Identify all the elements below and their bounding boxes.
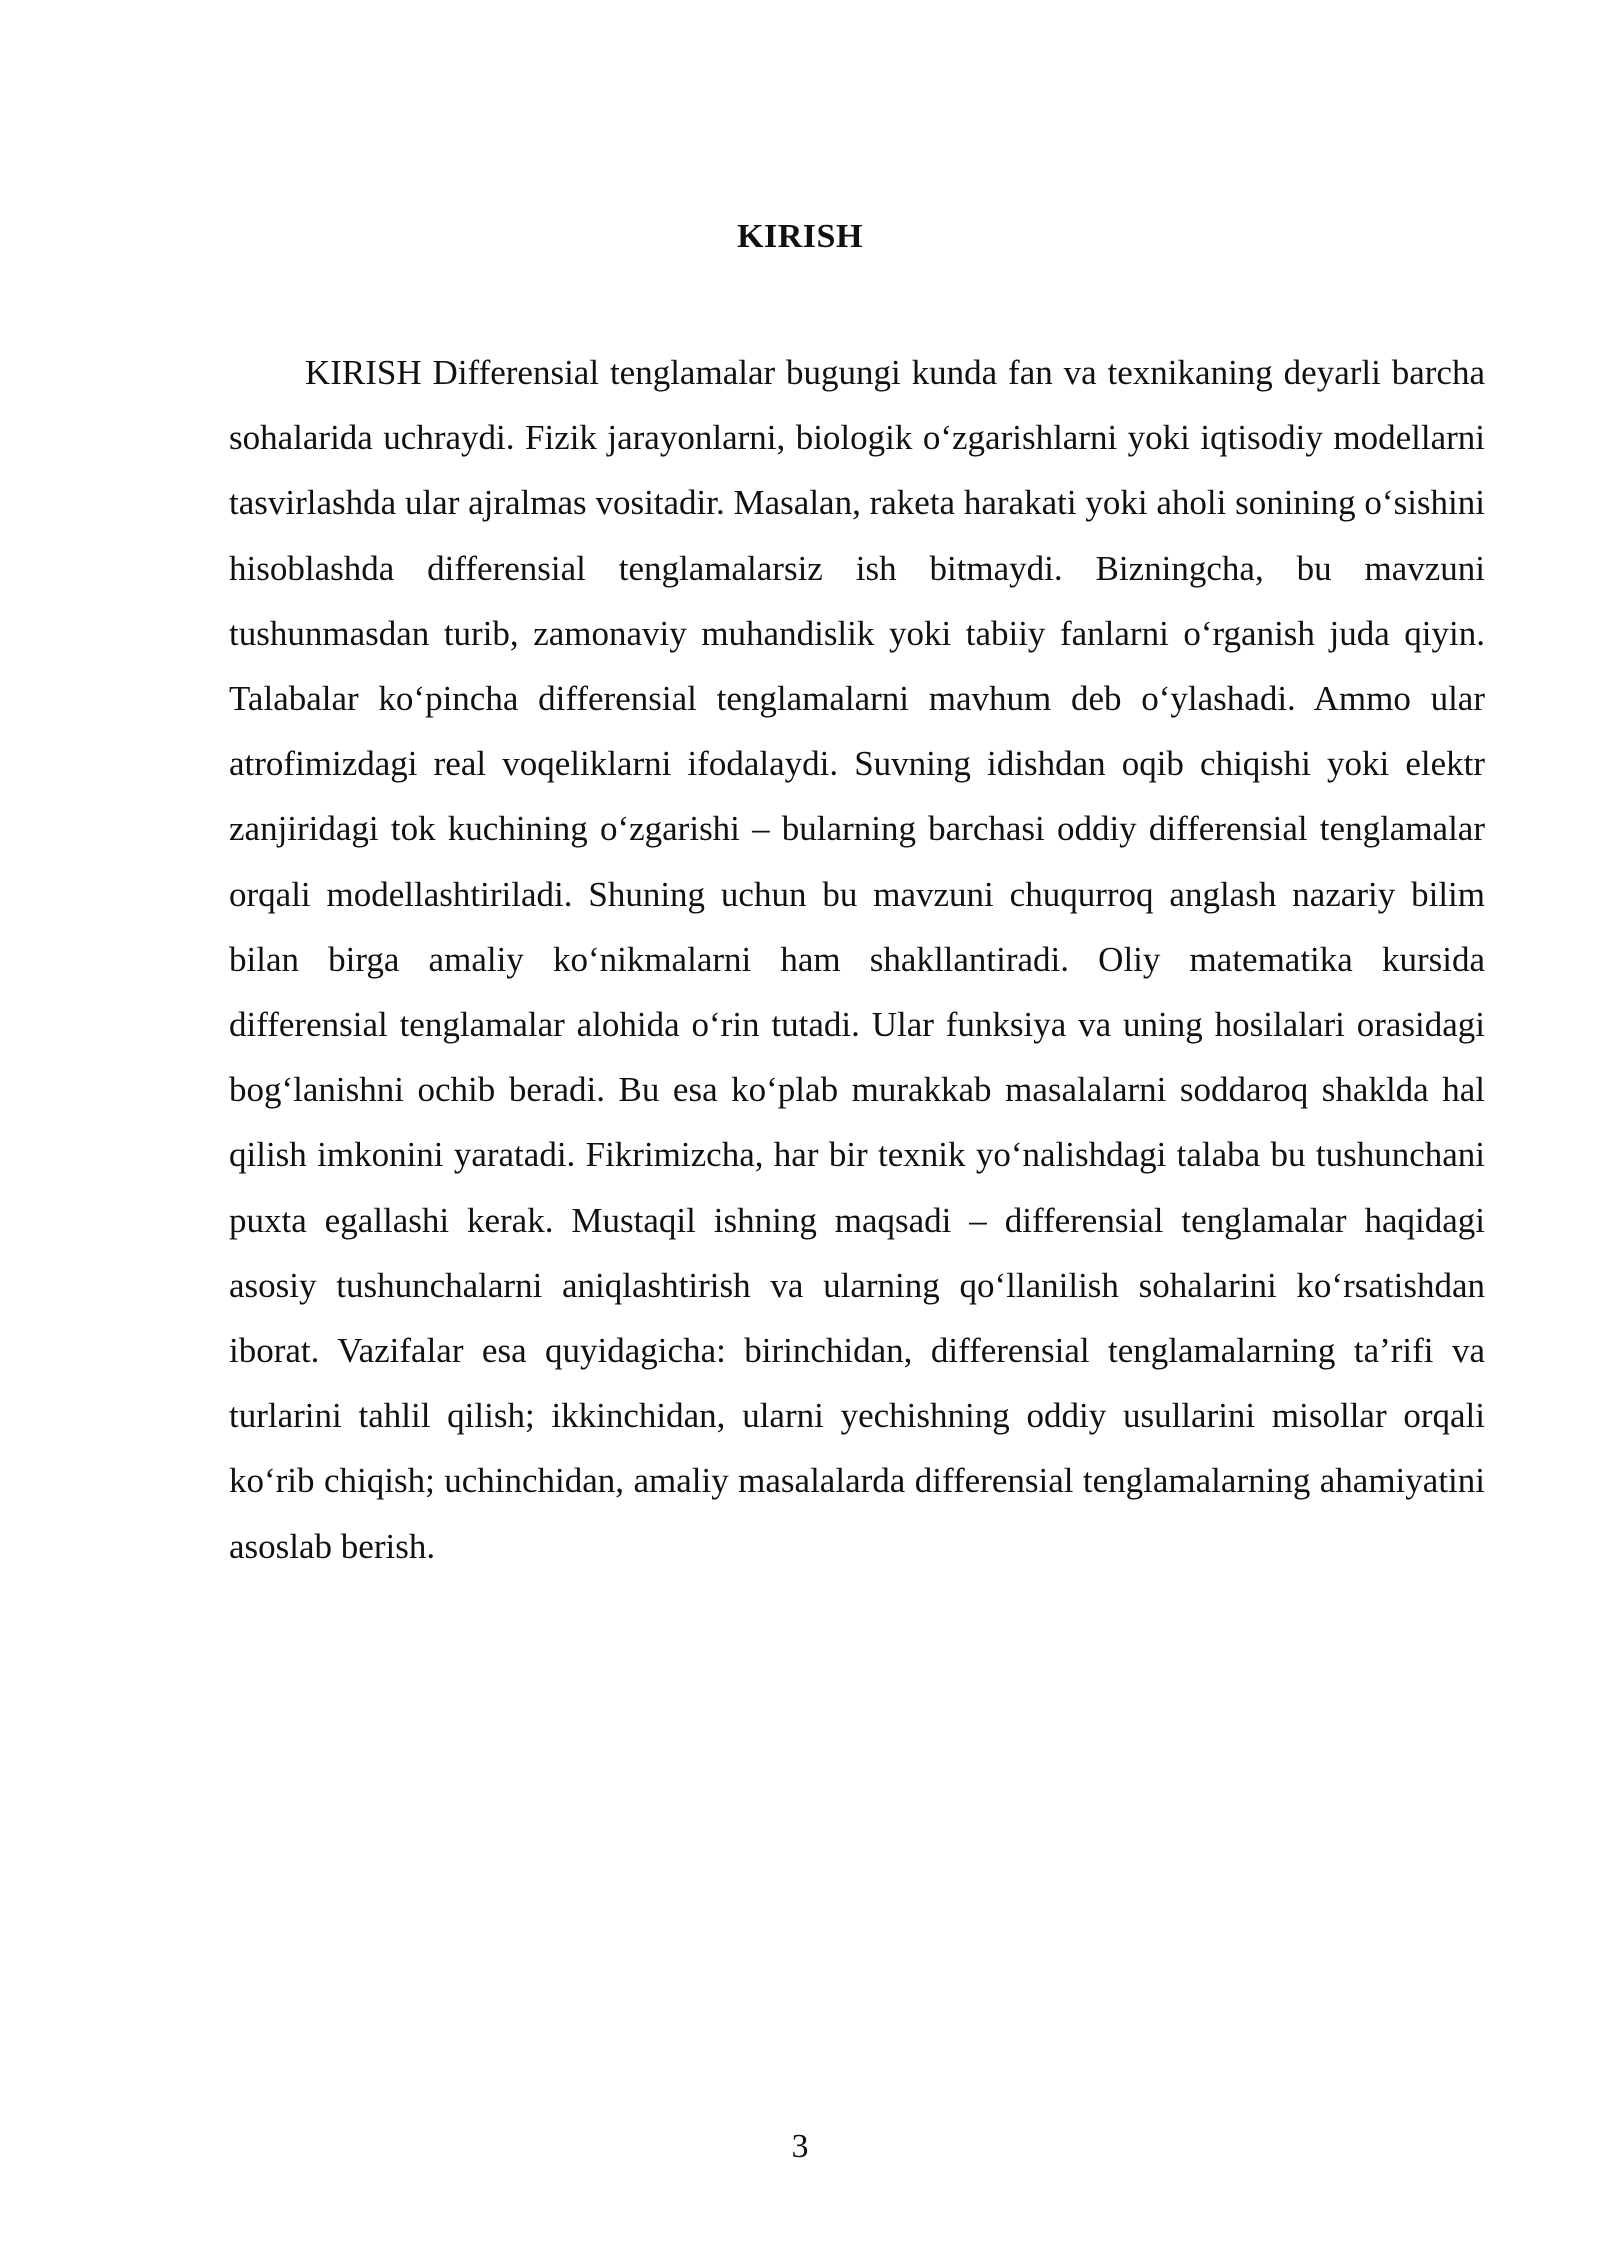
section-heading: KIRISH: [737, 218, 863, 255]
page-number: 3: [791, 2128, 809, 2165]
body-paragraph: KIRISH Differensial tenglamalar bugungi kunda fan va texnikaning deyarli barcha sohalarida uchraydi. Fizik jarayonlarni, biologik o‘zgarishlarni yoki iqtisodiy modellarni tasvirlashda ular ajralmas vositadir. Masalan, raketa harakati yoki aholi sonining o‘sishini hisoblashda differensial tenglamalarsiz ish bitmaydi. Bizningcha, bu mavzuni tushunmasdan turib, zamonaviy muhandislik yoki tabiiy fanlarni o‘rganish juda qiyin. Talabalar ko‘pincha differensial tenglamalarni mavhum deb o‘ylashadi. Ammo ular atrofimizdagi real voqeliklarni ifodalaydi. Suvning idishdan oqib chiqishi yoki elektr zanjiridagi tok kuchining o‘zgarishi – bularning barchasi oddiy differensial tenglamalar orqali modellashtiriladi. Shuning uchun bu mavzuni chuqurroq anglash nazariy bilim bilan birga amaliy ko‘nikmalarni ham shakllantiradi. Oliy matematika kursida differensial tenglamalar alohida o‘rin tutadi. Ular funksiya va uning hosilalari orasidagi bog‘lanishni ochib beradi. Bu esa ko‘plab murakkab masalalarni soddaroq shaklda hal qilish imkonini yaratadi. Fikrimizcha, har bir texnik yo‘nalishdagi talaba bu tushunchani puxta egallashi kerak. Mustaqil ishning maqsadi – differensial tenglamalar haqidagi asosiy tushunchalarni aniqlashtirish va ularning qo‘llanilish sohalarini ko‘rsatishdan iborat. Vazifalar esa quyidagicha: birinchidan, differensial tenglamalarning ta’rifi va turlarini tahlil qilish; ikkinchidan, ularni yechishning oddiy usullarini misollar orqali ko‘rib chiqish; uchinchidan, amaliy masalalarda differensial tenglamalarning ahamiyatini asoslab berish.: [229, 353, 1485, 1566]
